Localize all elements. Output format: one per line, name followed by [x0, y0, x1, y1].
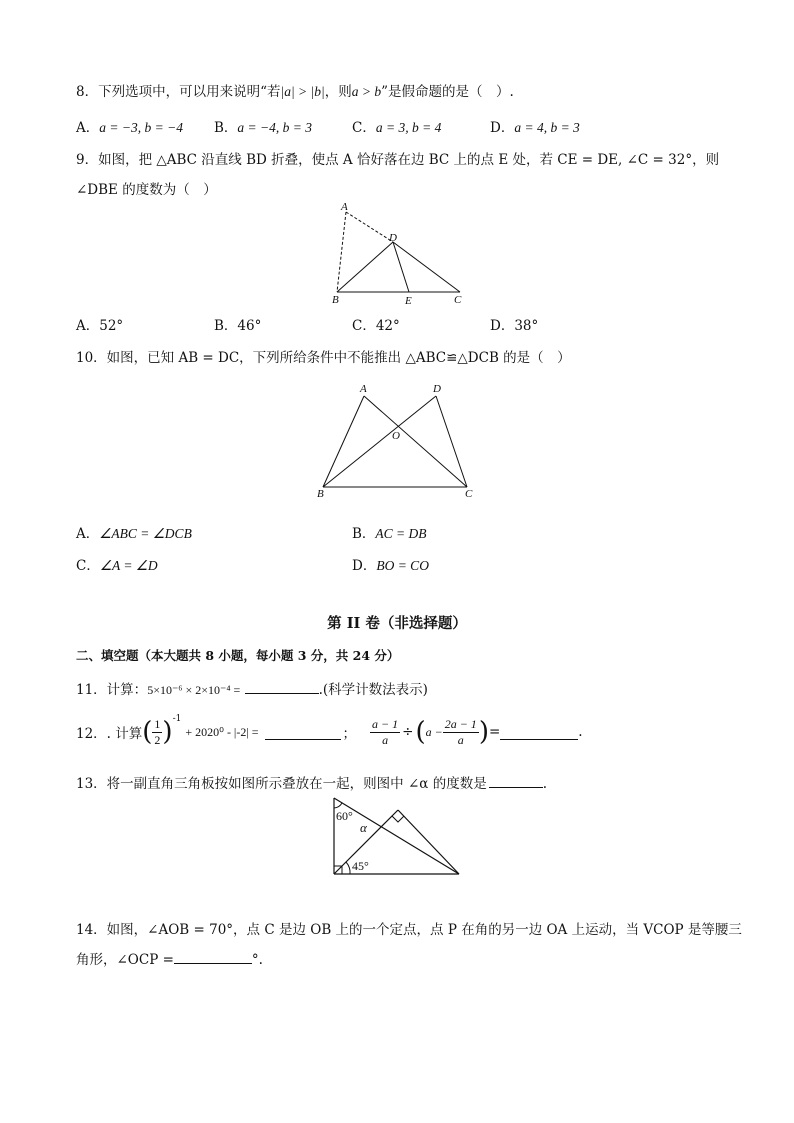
- q10-option-a[interactable]: A．∠ABC = ∠DCB: [76, 526, 192, 542]
- q11-expression: 5×10⁻⁶ × 2×10⁻⁴ =: [147, 683, 241, 697]
- q14-line1: 14．如图，∠AOB = 70°，点 C 是边 OB 上的一个定点，点 P 在角的另一边 OA 上运动，当 VCOP 是等腰三: [76, 922, 742, 938]
- q8-condition: |a| > |b|: [280, 84, 325, 99]
- q9-label-b: B: [332, 294, 339, 306]
- q10-line1: 10．如图，已知 AB = DC，下列所给条件中不能推出 △ABC≌△DCB 的是（ ）: [76, 350, 571, 366]
- q10-label-b: B: [317, 488, 324, 500]
- q8-option-c[interactable]: C．a = 3, b = 4: [352, 120, 442, 136]
- q8-option-d[interactable]: D．a = 4, b = 3: [490, 120, 580, 136]
- q9-label-d: D: [389, 232, 397, 244]
- q13-figure: [326, 792, 466, 882]
- q13-label-alpha: α: [360, 820, 367, 835]
- q9-line1: 9．如图，把 △ABC 沿直线 BD 折叠，使点 A 恰好落在边 BC 上的点 E 处，若 CE = DE, ∠C = 32°，则: [76, 152, 720, 168]
- q8-option-b[interactable]: B．a = −4, b = 3: [214, 120, 313, 136]
- q9-label-a: A: [341, 201, 348, 213]
- section-subtitle: 二、填空题（本大题共 8 小题，每小题 3 分，共 24 分）: [76, 648, 400, 663]
- q14-answer-blank[interactable]: [174, 949, 252, 964]
- q8-option-a[interactable]: A．a = −3, b = −4: [76, 120, 183, 136]
- q9-option-d[interactable]: D．38°: [490, 318, 539, 334]
- q11-answer-blank[interactable]: [245, 679, 319, 694]
- q8-stem: 8．下列选项中，可以用来说明“若|a| > |b|，则a > b”是假命题的是（ ）.: [76, 84, 514, 100]
- section-title: 第 II 卷（非选择题）: [327, 615, 467, 632]
- q9-figure: [326, 198, 476, 308]
- q12-fraction-1: $\frac{1}{2}$: [154, 716, 161, 747]
- q9-label-c: C: [454, 294, 462, 306]
- q13-label-45: 45°: [352, 859, 369, 873]
- q13-answer-blank[interactable]: [489, 773, 543, 788]
- q10-option-b[interactable]: B．AC = DB: [352, 526, 427, 542]
- q12-answer-blank-2[interactable]: [500, 725, 578, 740]
- q11: 11．计算：5×10⁻⁶ × 2×10⁻⁴ = .(科学计数法表示): [76, 678, 428, 698]
- q13-label-60: 60°: [336, 809, 353, 823]
- q9-label-e: E: [405, 295, 412, 307]
- q10-figure: [312, 380, 482, 502]
- q9-option-b[interactable]: B．46°: [214, 318, 262, 334]
- q10-label-d: D: [433, 383, 441, 395]
- q10-option-c[interactable]: C．∠A = ∠D: [76, 558, 158, 574]
- q9-option-c[interactable]: C．42°: [352, 318, 400, 334]
- q13-stem: 13．将一副直角三角板按如图所示叠放在一起，则图中 ∠α 的度数是 .: [76, 772, 547, 792]
- q10-option-d[interactable]: D．BO = CO: [352, 558, 429, 574]
- q14-line2: 角形，∠OCP = °.: [76, 948, 263, 968]
- q10-label-a: A: [360, 383, 367, 395]
- q8-conclusion: a > b: [351, 84, 382, 99]
- q12-answer-blank-1[interactable]: [265, 725, 341, 740]
- q10-label-c: C: [465, 488, 473, 500]
- q9-line2: ∠DBE 的度数为（ ）: [76, 182, 217, 198]
- q10-label-o: O: [392, 430, 400, 442]
- q12-fraction-3: $\frac{2a - 1}{a}$: [444, 716, 477, 747]
- q9-option-a[interactable]: A．52°: [76, 318, 124, 334]
- q12: 12．. 计算 ( $\frac{1}{2}$ ) $^{-1}$ + 2020⁰ - |-2| = ； $\frac{a - 1}{a}$ ÷ ( a − $\frac{2a - 1}{a}$ ) = .: [76, 714, 583, 747]
- q12-fraction-2: $\frac{a - 1}{a}$: [372, 716, 399, 747]
